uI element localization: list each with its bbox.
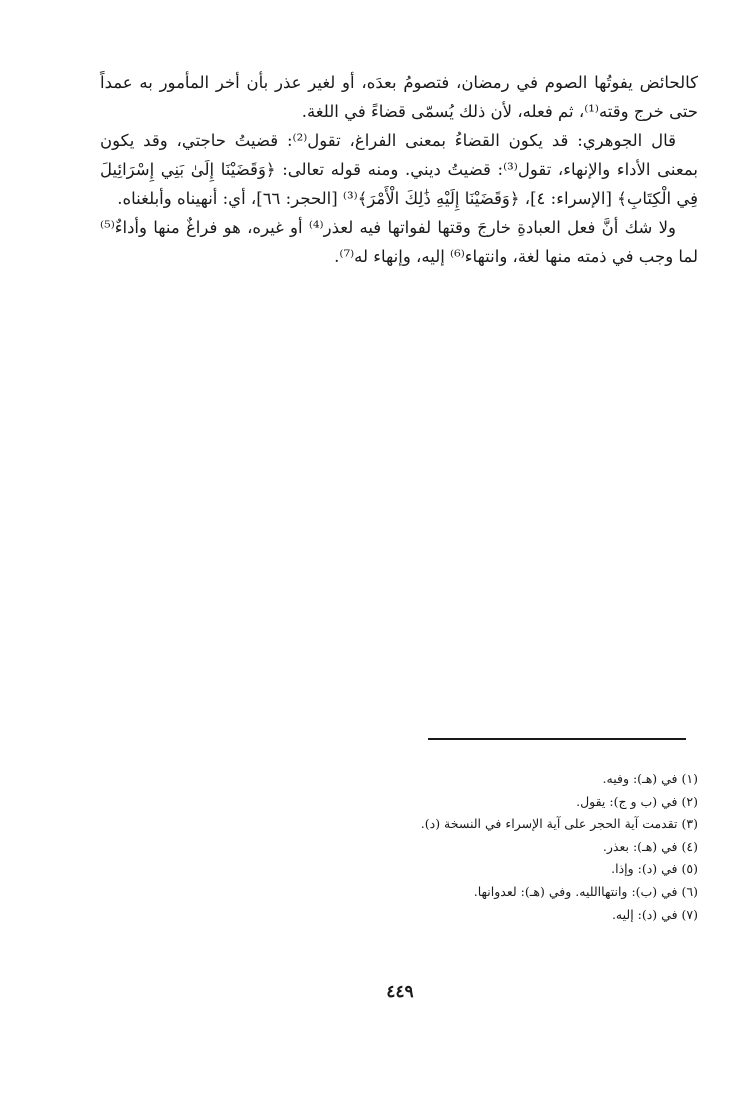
page-number: ٤٤٩ <box>386 982 414 1002</box>
footnote-5: (٥) في (د): وإذا. <box>611 861 698 877</box>
paragraph-3: ولا شك أنَّ فعل العبادةِ خارجَ وقتها لفواتها فيه لعذر⁽⁴⁾ أو غيره، هو فراغٌ منها وأداءٌ⁽⁵⁾ لما وجب في ذمته منها لغة، وانتهاء⁽⁶⁾ إليه، وإنهاء له⁽⁷⁾. <box>100 218 698 266</box>
footnote-1: (١) في (هـ): وفيه. <box>602 771 698 786</box>
footnotes <box>300 768 698 926</box>
footnote-2: (٢) في (ب و ج): يقول. <box>576 793 698 809</box>
footnote-6: (٦) في (ب): وانتهاالليه. وفي (هـ): لعدوانها. <box>473 883 698 899</box>
footnote-7: (٧) في (د): إليه. <box>611 906 698 922</box>
footnote-3: (٣) تقدمت آية الحجر على آية الإسراء في النسخة (د). <box>420 816 698 832</box>
main-text <box>100 68 698 271</box>
footnote-separator <box>428 738 686 740</box>
footnote-4: (٤) في (هـ): بعذر. <box>602 838 698 854</box>
paragraph-2: قال الجوهري: قد يكون القضاءُ بمعنى الفراغ، تقول⁽²⁾: قضيتُ حاجتي، وقد يكون بمعنى الأداء والإنهاء، تقول⁽³⁾: قضيتُ ديني. ومنه قوله تعالى: ﴿وَقَضَيْنَا إِلَىٰ بَنِي إِسْرَائِيلَ فِي الْكِتَابِ﴾ [الإسراء: ٤]، ﴿وَقَضَيْنَا إِلَيْهِ ذَٰلِكَ الْأَمْرَ﴾⁽³⁾ [الحجر: ٦٦]، أي: أنهيناه وأبلغناه. <box>100 131 698 208</box>
paragraph-1: كالحائض يفوتُها الصوم في رمضان، فتصومُ بعدَه، أو لغير عذر بأن أخر المأمور به عمداً حتى خرج وقته⁽¹⁾، ثم فعله، لأن ذلك يُسمّى قضاءً في اللغة. <box>100 73 698 121</box>
